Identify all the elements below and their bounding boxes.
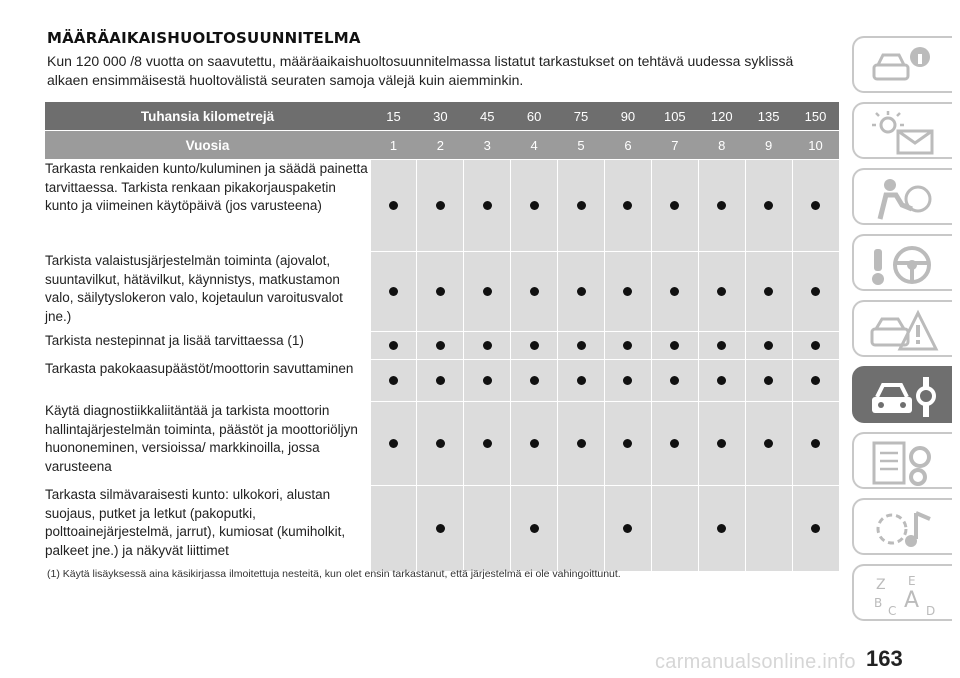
schedule-cell: [792, 252, 839, 332]
check-dot-icon: [811, 201, 820, 210]
schedule-cell: [558, 160, 605, 252]
schedule-cell: [698, 332, 745, 360]
svg-text:A: A: [904, 588, 920, 613]
schedule-cell: [464, 402, 511, 486]
schedule-cell: [651, 360, 698, 402]
schedule-cell: [745, 486, 792, 572]
years-header-row-value: 6: [604, 131, 651, 160]
chapter-tab-breakdown-warning[interactable]: [852, 300, 952, 357]
table-row: [45, 252, 839, 332]
svg-text:D: D: [926, 604, 936, 618]
years-header-row-value: 9: [745, 131, 792, 160]
years-header-row-label: Vuosia: [45, 131, 370, 160]
check-dot-icon: [670, 341, 679, 350]
schedule-cell: [558, 332, 605, 360]
schedule-cell: [698, 486, 745, 572]
years-header-row-value: 5: [558, 131, 605, 160]
check-dot-icon: [577, 287, 586, 296]
schedule-cell: [745, 402, 792, 486]
check-dot-icon: [389, 439, 398, 448]
schedule-cell: [792, 360, 839, 402]
check-dot-icon: [764, 341, 773, 350]
check-dot-icon: [483, 341, 492, 350]
svg-text:E: E: [908, 574, 916, 588]
check-dot-icon: [764, 201, 773, 210]
schedule-cell: [604, 360, 651, 402]
check-dot-icon: [670, 439, 679, 448]
check-dot-icon: [389, 341, 398, 350]
schedule-cell: [370, 360, 417, 402]
schedule-cell: [745, 252, 792, 332]
check-dot-icon: [483, 439, 492, 448]
schedule-cell: [651, 486, 698, 572]
check-dot-icon: [670, 376, 679, 385]
schedule-cell: [417, 360, 464, 402]
check-dot-icon: [811, 287, 820, 296]
km-header-row-value: 105: [651, 102, 698, 131]
svg-text:Z: Z: [876, 577, 886, 593]
years-header-row-value: 10: [792, 131, 839, 160]
schedule-cell: [370, 332, 417, 360]
schedule-cell: [511, 332, 558, 360]
check-dot-icon: [717, 341, 726, 350]
check-dot-icon: [717, 439, 726, 448]
schedule-cell: [370, 160, 417, 252]
check-dot-icon: [389, 287, 398, 296]
check-dot-icon: [623, 341, 632, 350]
check-dot-icon: [717, 524, 726, 533]
years-header-row-value: 3: [464, 131, 511, 160]
schedule-cell: [511, 360, 558, 402]
schedule-cell: [651, 252, 698, 332]
check-dot-icon: [530, 341, 539, 350]
km-header-row-label: Tuhansia kilometrejä: [45, 102, 370, 131]
schedule-cell: [792, 160, 839, 252]
schedule-cell: [464, 360, 511, 402]
km-header-row-value: 75: [558, 102, 605, 131]
watermark: carmanualsonline.info: [655, 651, 856, 673]
table-row: [45, 332, 839, 360]
years-header-row: [45, 131, 839, 160]
schedule-cell: [417, 332, 464, 360]
schedule-cell: [651, 402, 698, 486]
check-dot-icon: [811, 376, 820, 385]
check-dot-icon: [530, 524, 539, 533]
schedule-cell: [558, 252, 605, 332]
check-dot-icon: [670, 287, 679, 296]
check-dot-icon: [530, 439, 539, 448]
check-dot-icon: [764, 439, 773, 448]
check-dot-icon: [577, 201, 586, 210]
schedule-cell: [464, 252, 511, 332]
check-dot-icon: [577, 376, 586, 385]
schedule-cell: [698, 402, 745, 486]
svg-text:B: B: [874, 596, 883, 610]
schedule-cell: [792, 402, 839, 486]
schedule-cell: [417, 402, 464, 486]
schedule-cell: [464, 160, 511, 252]
table-row: [45, 402, 839, 486]
schedule-cell: [792, 486, 839, 572]
chapter-tab-car-info[interactable]: [852, 36, 952, 93]
schedule-cell: [604, 252, 651, 332]
check-dot-icon: [764, 287, 773, 296]
schedule-cell: [698, 252, 745, 332]
years-header-row-value: 4: [511, 131, 558, 160]
check-dot-icon: [623, 524, 632, 533]
chapter-tab-alphabetical-index[interactable]: [852, 564, 952, 621]
check-dot-icon: [811, 341, 820, 350]
schedule-cell: [511, 252, 558, 332]
svg-text:C: C: [888, 604, 897, 618]
schedule-cell: [417, 486, 464, 572]
km-header-row-value: 45: [464, 102, 511, 131]
breakdown-warning-icon: [868, 307, 940, 355]
row-label: Tarkista valaistusjärjestelmän toiminta (ajovalot, suuntavilkut, hätävilkut, käynnistys, matkustamon valo, säilytyslokeron valo, kojetaulun varoitusvalot jne.): [45, 252, 370, 332]
chapter-tab-warning-lights[interactable]: [852, 102, 952, 159]
schedule-cell: [464, 486, 511, 572]
car-maintenance-icon: [868, 373, 940, 421]
check-dot-icon: [717, 201, 726, 210]
schedule-cell: [745, 332, 792, 360]
row-label: Tarkasta pakokaasupäästöt/moottorin savuttaminen: [45, 360, 370, 402]
chapter-tab-multimedia[interactable]: [852, 498, 952, 555]
km-header-row-value: 150: [792, 102, 839, 131]
check-dot-icon: [764, 376, 773, 385]
car-info-icon: [868, 43, 940, 91]
schedule-cell: [511, 486, 558, 572]
schedule-cell: [698, 160, 745, 252]
check-dot-icon: [389, 201, 398, 210]
schedule-cell: [511, 160, 558, 252]
schedule-cell: [558, 360, 605, 402]
check-dot-icon: [436, 201, 445, 210]
schedule-cell: [651, 160, 698, 252]
page-title: MÄÄRÄAIKAISHUOLTOSUUNNITELMA: [47, 29, 361, 47]
check-dot-icon: [436, 341, 445, 350]
table-row: [45, 360, 839, 402]
schedule-cell: [604, 332, 651, 360]
schedule-cell: [651, 332, 698, 360]
schedule-cell: [558, 486, 605, 572]
airbag-safety-icon: [868, 175, 940, 223]
check-dot-icon: [436, 524, 445, 533]
schedule-cell: [604, 486, 651, 572]
check-dot-icon: [623, 439, 632, 448]
check-dot-icon: [483, 376, 492, 385]
schedule-cell: [511, 402, 558, 486]
check-dot-icon: [483, 201, 492, 210]
schedule-cell: [417, 252, 464, 332]
check-dot-icon: [483, 287, 492, 296]
chapter-tab-car-maintenance[interactable]: [852, 366, 952, 423]
schedule-cell: [604, 160, 651, 252]
check-dot-icon: [389, 376, 398, 385]
check-dot-icon: [530, 376, 539, 385]
km-header-row-value: 30: [417, 102, 464, 131]
multimedia-icon: [868, 505, 940, 553]
chapter-tab-technical-data[interactable]: [852, 432, 952, 489]
schedule-cell: [370, 252, 417, 332]
check-dot-icon: [436, 287, 445, 296]
chapter-tab-airbag-safety[interactable]: [852, 168, 952, 225]
check-dot-icon: [436, 376, 445, 385]
schedule-cell: [745, 160, 792, 252]
schedule-cell: [417, 160, 464, 252]
warning-lights-icon: [868, 109, 940, 157]
km-header-row: [45, 102, 839, 131]
row-label: Tarkista nestepinnat ja lisää tarvittaessa (1): [45, 332, 370, 360]
check-dot-icon: [623, 287, 632, 296]
intro-paragraph: Kun 120 000 /8 vuotta on saavutettu, määräaikaishuoltosuunnitelmassa listatut tarkastukset on tehtävä uudessa syklissä alkaen ensimmäisestä huoltovälistä seuraten samoja välejä kuin aiemminkin.: [47, 53, 794, 88]
years-header-row-value: 2: [417, 131, 464, 160]
years-header-row-value: 1: [370, 131, 417, 160]
technical-data-icon: [868, 439, 940, 487]
check-dot-icon: [530, 287, 539, 296]
schedule-cell: [370, 402, 417, 486]
check-dot-icon: [811, 439, 820, 448]
check-dot-icon: [530, 201, 539, 210]
check-dot-icon: [717, 287, 726, 296]
footnote: (1) Käytä lisäyksessä aina käsikirjassa ilmoitettuja nesteitä, kun olet ensin tarkastanut, että järjestelmä ei ole vahingoittunut.: [47, 568, 621, 580]
table-row: [45, 160, 839, 252]
schedule-cell: [698, 360, 745, 402]
check-dot-icon: [436, 439, 445, 448]
schedule-cell: [558, 402, 605, 486]
chapter-tab-steering-key[interactable]: [852, 234, 952, 291]
row-label: Käytä diagnostiikkaliitäntää ja tarkista moottorin hallintajärjestelmän toiminta, päästöt ja moottoriöljyn huononeminen, versioissa/ markkinoilla, jossa varusteena: [45, 402, 370, 486]
km-header-row-value: 15: [370, 102, 417, 131]
check-dot-icon: [811, 524, 820, 533]
page-number: 163: [866, 646, 903, 671]
km-header-row-value: 135: [745, 102, 792, 131]
check-dot-icon: [577, 341, 586, 350]
schedule-cell: [604, 402, 651, 486]
schedule-cell: [464, 332, 511, 360]
alphabetical-index-icon: [868, 571, 940, 619]
row-label: Tarkasta renkaiden kunto/kuluminen ja säädä painetta tarvittaessa. Tarkista renkaan pikakorjauspaketin kunto ja viimeinen käytöpäivä (jos varusteena): [45, 160, 370, 252]
years-header-row-value: 8: [698, 131, 745, 160]
steering-key-icon: [868, 241, 940, 289]
check-dot-icon: [670, 201, 679, 210]
km-header-row-value: 90: [604, 102, 651, 131]
check-dot-icon: [717, 376, 726, 385]
km-header-row-value: 60: [511, 102, 558, 131]
check-dot-icon: [623, 376, 632, 385]
years-header-row-value: 7: [651, 131, 698, 160]
schedule-cell: [792, 332, 839, 360]
row-label: Tarkasta silmävaraisesti kunto: ulkokori, alustan suojaus, putket ja letkut (pakoputki, polttoainejärjestelmä, jarrut), kumiosat (kumiholkit, palkeet jne.) ja näkyvät liittimet: [45, 486, 370, 572]
check-dot-icon: [623, 201, 632, 210]
schedule-cell: [370, 486, 417, 572]
table-row: [45, 486, 839, 572]
check-dot-icon: [577, 439, 586, 448]
km-header-row-value: 120: [698, 102, 745, 131]
schedule-cell: [745, 360, 792, 402]
maintenance-schedule-table: [45, 102, 839, 572]
